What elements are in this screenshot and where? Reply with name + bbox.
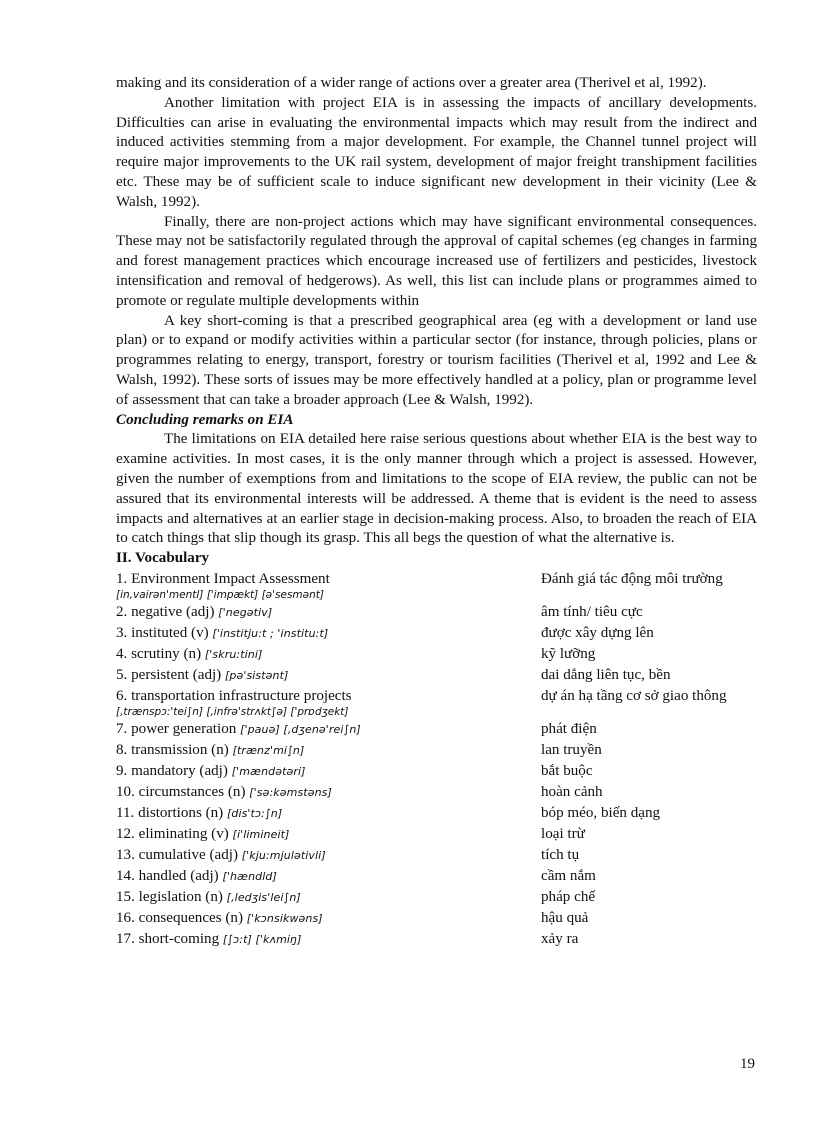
- vocab-term: 17. short-coming [∫ɔ:t] ['kʌmiŋ]: [116, 930, 302, 947]
- vocab-item: [116, 782, 757, 803]
- paragraph-continuation: making and its consideration of a wider range of actions over a greater area (Therivel et al, 1992).: [116, 75, 707, 91]
- vocab-item: [116, 569, 757, 602]
- vocab-term: 1. Environment Impact Assessment: [116, 570, 330, 587]
- document-body: [116, 74, 757, 950]
- section-heading-vocabulary: II. Vocabulary: [116, 550, 210, 567]
- section-heading-concluding: Concluding remarks on EIA: [116, 411, 294, 428]
- vocab-item: [116, 740, 757, 761]
- vocab-ipa: ['pauə] [,dʒenə'rei∫n]: [240, 722, 361, 736]
- vocab-meaning: loại trừ: [541, 825, 585, 842]
- vocab-term: 3. instituted (v) ['institju:t ; 'institu:t]: [116, 624, 329, 641]
- vocab-meaning: hoàn cảnh: [541, 783, 603, 800]
- vocab-ipa: [trænz'mi∫n]: [232, 743, 305, 757]
- vocab-meaning: bắt buộc: [541, 762, 593, 779]
- paragraph-key-short-coming: A key short-coming is that a prescribed geographical area (eg with a development or land use plan) or to expand or modify activities within a particular sector (for instance, through policies, plans or programmes relating to energy, transport, forestry or tourism facilities (Therivel et al, 1992 and Lee & Walsh, 1992). These sorts of issues may be more effectively handled at a policy, plan or programme level of assessment that can take a broader approach (Lee & Walsh, 1992).: [116, 312, 757, 408]
- vocab-ipa: [,trænspɔ:'tei∫n] [,infrə'strʌkt∫ə] ['prɒdʒekt]: [116, 705, 349, 718]
- vocab-term: 9. mandatory (adj) ['mændətəri]: [116, 762, 306, 779]
- vocab-meaning: pháp chế: [541, 888, 596, 905]
- vocab-item: [116, 908, 757, 929]
- vocab-item: [116, 929, 757, 950]
- vocab-item: [116, 845, 757, 866]
- vocab-meaning: phát điện: [541, 720, 597, 737]
- paragraph-non-project-actions: Finally, there are non-project actions which may have significant environmental consequences. These may not be satisfactorily regulated through the approval of capital schemes (eg changes in farming and forest management practices which encourage increased use of fertilizers and pesticides, livestock intensification and removal of hedgerows). As well, this list can include plans or programmes aimed to promote or regulate multiple developments within: [116, 213, 757, 309]
- vocab-term: 7. power generation ['pauə] [,dʒenə'rei∫n]: [116, 720, 361, 737]
- vocab-ipa: ['kɔnsikwəns]: [246, 911, 323, 925]
- vocab-ipa: [in,vairən'mentl] ['impækt] [ə'sesmənt]: [116, 588, 324, 601]
- vocab-ipa: ['sə:kəmstəns]: [249, 785, 332, 799]
- vocab-term: 13. cumulative (adj) ['kju:mjulətivli]: [116, 846, 326, 863]
- vocab-meaning: bóp méo, biến dạng: [541, 804, 661, 821]
- vocab-term: 14. handled (adj) ['hændld]: [116, 867, 277, 884]
- vocab-ipa: [∫ɔ:t] ['kʌmiŋ]: [222, 932, 302, 946]
- vocab-item: [116, 665, 757, 686]
- page-number: 19: [740, 1056, 755, 1072]
- vocab-ipa: [,ledʒis'lei∫n]: [226, 890, 301, 904]
- vocab-term: 12. eliminating (v) [i'limineit]: [116, 825, 290, 842]
- vocab-term: 6. transportation infrastructure projects: [116, 687, 352, 704]
- vocab-ipa: ['negətiv]: [218, 605, 273, 619]
- vocab-meaning: âm tính/ tiêu cực: [541, 603, 643, 620]
- vocab-item: [116, 602, 757, 623]
- vocab-ipa: ['mændətəri]: [231, 764, 306, 778]
- vocab-term: 8. transmission (n) [trænz'mi∫n]: [116, 741, 305, 758]
- vocab-term: 5. persistent (adj) [pə'sistənt]: [116, 666, 289, 683]
- vocab-ipa: ['institju:t ; 'institu:t]: [212, 626, 329, 640]
- vocab-term: 11. distortions (n) [dis'tɔ:∫n]: [116, 804, 283, 821]
- vocab-meaning: Đánh giá tác động môi trường: [541, 570, 723, 587]
- vocab-ipa: ['hændld]: [222, 869, 277, 883]
- vocab-term: 10. circumstances (n) ['sə:kəmstəns]: [116, 783, 332, 800]
- vocab-term: 15. legislation (n) [,ledʒis'lei∫n]: [116, 888, 301, 905]
- vocab-item: [116, 824, 757, 845]
- vocab-meaning: hậu quả: [541, 909, 589, 926]
- vocab-item: [116, 623, 757, 644]
- vocab-item: [116, 803, 757, 824]
- vocabulary-list: [116, 569, 757, 950]
- vocab-term: 16. consequences (n) ['kɔnsikwəns]: [116, 909, 323, 926]
- vocab-ipa: [dis'tɔ:∫n]: [226, 806, 283, 820]
- paragraph-concluding: The limitations on EIA detailed here raise serious questions about whether EIA is the best way to examine activities. In most cases, it is the only manner through which a project is assessed. However, given the number of exemptions from and limitations to the scope of EIA review, the public can not be assured that its environmental interests will be addressed. A theme that is evident is the need to assess impacts and alternatives at an earlier stage in decision-making process. Also, to broaden the reach of EIA to catch things that slip though its grasp. This all begs the question of what the alternative is.: [116, 431, 757, 547]
- vocab-item: [116, 686, 757, 719]
- vocab-meaning: được xây dựng lên: [541, 624, 654, 641]
- vocab-meaning: kỹ lưỡng: [541, 645, 596, 662]
- vocab-item: [116, 644, 757, 665]
- vocab-item: [116, 761, 757, 782]
- paragraph-ancillary-developments: Another limitation with project EIA is in assessing the impacts of ancillary developments. Difficulties can arise in evaluating the environmental impacts which may result from the indirect and induced activities stemming from a major development. For example, the Channel tunnel project will require major improvements to the UK rail system, development of major freight transhipment facilities etc. These may be of sufficient scale to induce significant new development in their vicinity (Lee & Walsh, 1992).: [116, 94, 757, 210]
- vocab-ipa: [i'limineit]: [232, 827, 290, 841]
- vocab-meaning: lan truyền: [541, 741, 602, 758]
- vocab-item: [116, 866, 757, 887]
- vocab-meaning: cầm nắm: [541, 867, 596, 884]
- vocab-meaning: xảy ra: [541, 930, 579, 947]
- vocab-meaning: dự án hạ tầng cơ sở giao thông: [541, 687, 727, 704]
- vocab-ipa: ['skru:tini]: [204, 647, 263, 661]
- vocab-term: 2. negative (adj) ['negətiv]: [116, 603, 273, 620]
- vocab-item: [116, 887, 757, 908]
- vocab-item: [116, 719, 757, 740]
- vocab-ipa: [pə'sistənt]: [224, 668, 289, 682]
- vocab-ipa: ['kju:mjulətivli]: [241, 848, 326, 862]
- vocab-meaning: tích tụ: [541, 846, 580, 863]
- vocab-term: 4. scrutiny (n) ['skru:tini]: [116, 645, 263, 662]
- vocab-meaning: dai dẳng liên tục, bền: [541, 666, 671, 683]
